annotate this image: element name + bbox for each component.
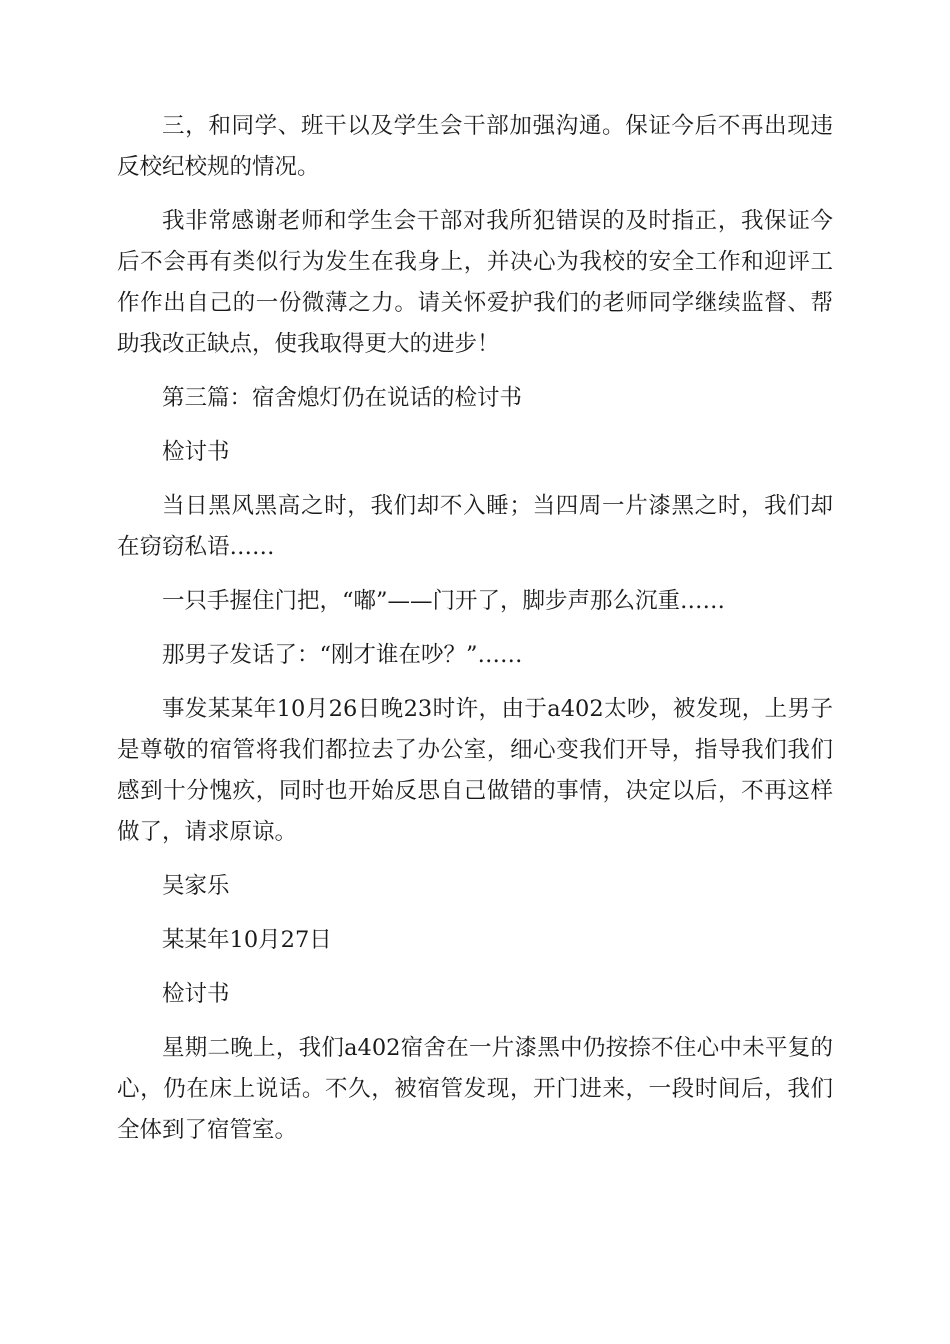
paragraph-night-scene: 当日黑风黑高之时，我们却不入睡；当四周一片漆黑之时，我们却在窃窃私语…… [117,493,833,560]
paragraph-tuesday-night: 星期二晚上，我们a402宿舍在一片漆黑中仍按捺不住心中未平复的心，仍在床上说话。不久，被宿管发现，开门进来，一段时间后，我们全体到了宿管室。 [117,1035,833,1143]
signature-date: 某某年10月27日 [162,927,332,953]
paragraph-man-speaks: 那男子发话了：“刚才谁在吵？”…… [162,642,523,668]
letter-title-second: 检讨书 [162,981,230,1007]
section-heading: 第三篇：宿舍熄灯仍在说话的检讨书 [162,385,523,411]
paragraph-commitment-three: 三，和同学、班干以及学生会干部加强沟通。保证今后不再出现违反校纪校规的情况。 [117,113,833,180]
letter-title: 检讨书 [162,439,230,465]
signature-name: 吴家乐 [162,873,230,899]
paragraph-incident: 事发某某年10月26日晚23时许，由于a402太吵，被发现，上男子是尊敬的宿管将我们都拉去了办公室，细心变我们开导，指导我们我们感到十分愧疚，同时也开始反思自己做错的事情，决定以后，不再这样做了，请求原谅。 [117,696,833,845]
paragraph-thanks: 我非常感谢老师和学生会干部对我所犯错误的及时指正，我保证今后不会再有类似行为发生在我身上，并决心为我校的安全工作和迎评工作作出自己的一份微薄之力。请关怀爱护我们的老师同学继续监督、帮助我改正缺点，使我取得更大的进步！ [117,208,833,357]
paragraph-door-opens: 一只手握住门把，“嘟”——门开了，脚步声那么沉重…… [162,588,726,614]
document-body [117,106,833,1164]
